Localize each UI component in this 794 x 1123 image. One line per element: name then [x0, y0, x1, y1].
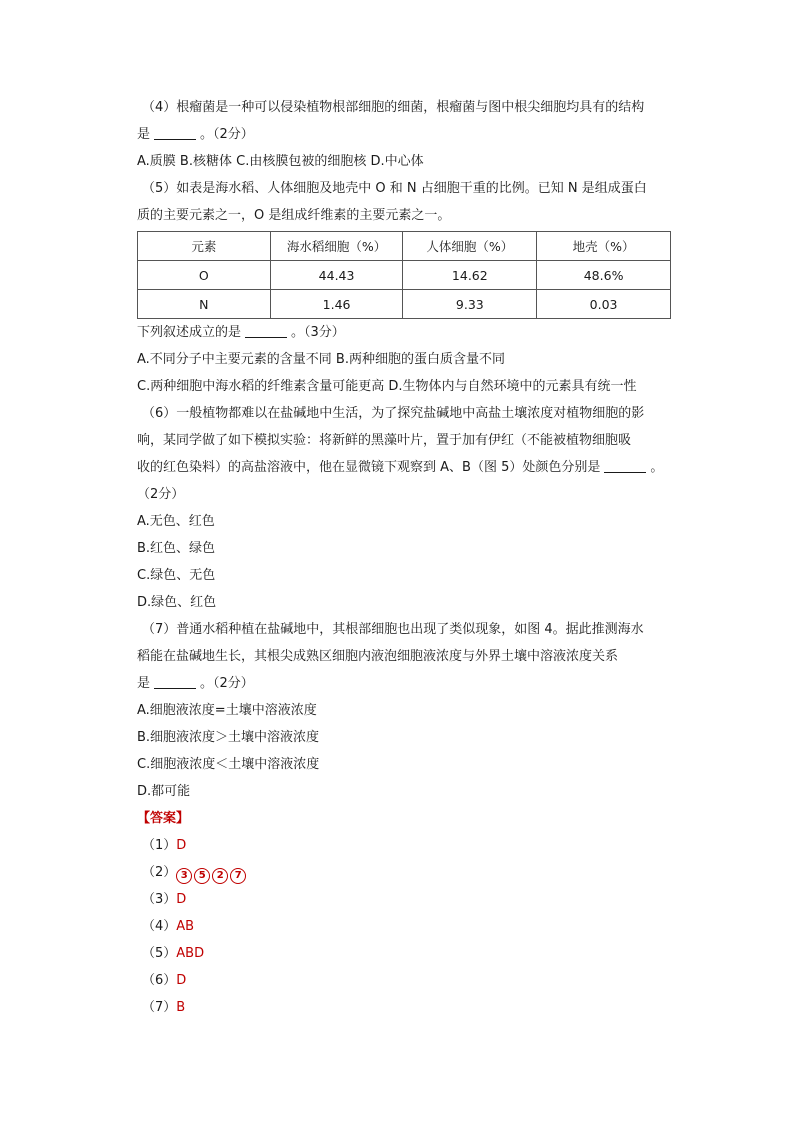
q4-answer-blank[interactable]: [154, 124, 196, 140]
table-row: [138, 261, 671, 290]
table-header-cell: 元素: [138, 232, 271, 261]
q7-option: B.细胞液浓度＞土壤中溶液浓度: [137, 730, 320, 745]
table-cell: 44.43: [270, 261, 403, 290]
q5-answer-blank[interactable]: [245, 322, 287, 338]
q4-suffix: 。（2分）: [200, 127, 254, 142]
answer-item: [137, 886, 677, 913]
q6-prefix: 收的红色染料）的高盐溶液中，他在显微镜下观察到 A、B（图 5）处颜色分别是: [137, 460, 601, 475]
table-header-cell: 人体细胞（%）: [403, 232, 537, 261]
circled-number-icon: 5: [194, 868, 210, 884]
q4-options: A.质膜 B.核糖体 C.由核膜包被的细胞核 D.中心体: [137, 154, 424, 169]
q5-options-line1: A.不同分子中主要元素的含量不同 B.两种细胞的蛋白质含量不同: [137, 352, 505, 367]
table-cell: N: [138, 290, 271, 319]
answer-item: [137, 859, 677, 886]
circled-number-icon: 3: [176, 868, 192, 884]
document-page: [137, 94, 677, 1021]
answer-item: [137, 994, 677, 1021]
q6-stem-line3: [137, 454, 677, 481]
answer-value: AB: [176, 919, 195, 934]
q7-option: A.细胞液浓度=土壤中溶液浓度: [137, 703, 317, 718]
q6-stem-line1: （6）一般植物都难以在盐碱地中生活，为了探究盐碱地中高盐土壤浓度对植物细胞的影: [142, 406, 645, 421]
q4-stem-line2: [137, 121, 677, 148]
answer-number: （3）: [142, 892, 177, 907]
q7-suffix: 。（2分）: [200, 676, 254, 691]
answer-value: B: [176, 1000, 186, 1015]
q4-stem-line1: （4）根瘤菌是一种可以侵染植物根部细胞的细菌，根瘤菌与图中根尖细胞均具有的结构: [142, 100, 645, 115]
table-cell: 48.6%: [537, 261, 671, 290]
table-cell: 1.46: [270, 290, 403, 319]
answer-heading: 【答案】: [137, 811, 190, 826]
q7-stem-line1: （7）普通水稻种植在盐碱地中，其根部细胞也出现了类似现象，如图 4。据此推测海水: [142, 622, 644, 637]
table-header-cell: 地壳（%）: [537, 232, 671, 261]
answer-item: [137, 913, 677, 940]
answer-value: D: [176, 973, 187, 988]
q5-options-line2: C.两种细胞中海水稻的纤维素含量可能更高 D.生物体内与自然环境中的元素具有统一性: [137, 379, 637, 394]
circled-number-icon: 7: [230, 868, 246, 884]
answer-item: [137, 967, 677, 994]
answer-number: （4）: [142, 919, 177, 934]
q6-option: A.无色、红色: [137, 514, 215, 529]
circled-number-icon: 2: [212, 868, 228, 884]
q6-suffix: 。: [650, 460, 664, 475]
q6-option: B.红色、绿色: [137, 541, 216, 556]
q6-option: D.绿色、红色: [137, 595, 217, 610]
answer-value: D: [176, 892, 187, 907]
answer-item: [137, 832, 677, 859]
table-header-row: [138, 232, 671, 261]
q7-option: D.都可能: [137, 784, 191, 799]
q5-stem-line2: 质的主要元素之一，O 是组成纤维素的主要元素之一。: [137, 208, 451, 223]
q6-score: （2分）: [137, 487, 185, 502]
table-row: [138, 290, 671, 319]
q7-stem-line3: [137, 670, 677, 697]
q6-stem-line2: 响，某同学做了如下模拟实验：将新鲜的黑藻叶片，置于加有伊红（不能被植物细胞吸: [137, 433, 632, 448]
table-cell: O: [138, 261, 271, 290]
table-cell: 14.62: [403, 261, 537, 290]
answer-number: （5）: [142, 946, 177, 961]
answer-value: ABD: [176, 946, 205, 961]
q5-after-table: [137, 319, 677, 346]
q7-prefix: 是: [137, 676, 151, 691]
q7-answer-blank[interactable]: [154, 673, 196, 689]
q7-option: C.细胞液浓度＜土壤中溶液浓度: [137, 757, 320, 772]
q5-suffix: 。（3分）: [291, 325, 345, 340]
q7-stem-line2: 稻能在盐碱地生长，其根尖成熟区细胞内液泡细胞液浓度与外界土壤中溶液浓度关系: [137, 649, 619, 664]
q6-option: C.绿色、无色: [137, 568, 216, 583]
answer-number: （6）: [142, 973, 177, 988]
table-header-cell: 海水稻细胞（%）: [270, 232, 403, 261]
element-table: [137, 231, 671, 319]
answer-number: （7）: [142, 1000, 177, 1015]
q5-stem-line1: （5）如表是海水稻、人体细胞及地壳中 O 和 N 占细胞干重的比例。已知 N 是组成蛋白: [142, 181, 647, 196]
q6-answer-blank[interactable]: [604, 457, 646, 473]
q4-prefix: 是: [137, 127, 151, 142]
q5-prefix: 下列叙述成立的是: [137, 325, 242, 340]
answer-number: （1）: [142, 838, 177, 853]
table-cell: 0.03: [537, 290, 671, 319]
table-cell: 9.33: [403, 290, 537, 319]
answer-item: [137, 940, 677, 967]
answer-number: （2）: [142, 865, 177, 880]
answer-value: D: [176, 838, 187, 853]
